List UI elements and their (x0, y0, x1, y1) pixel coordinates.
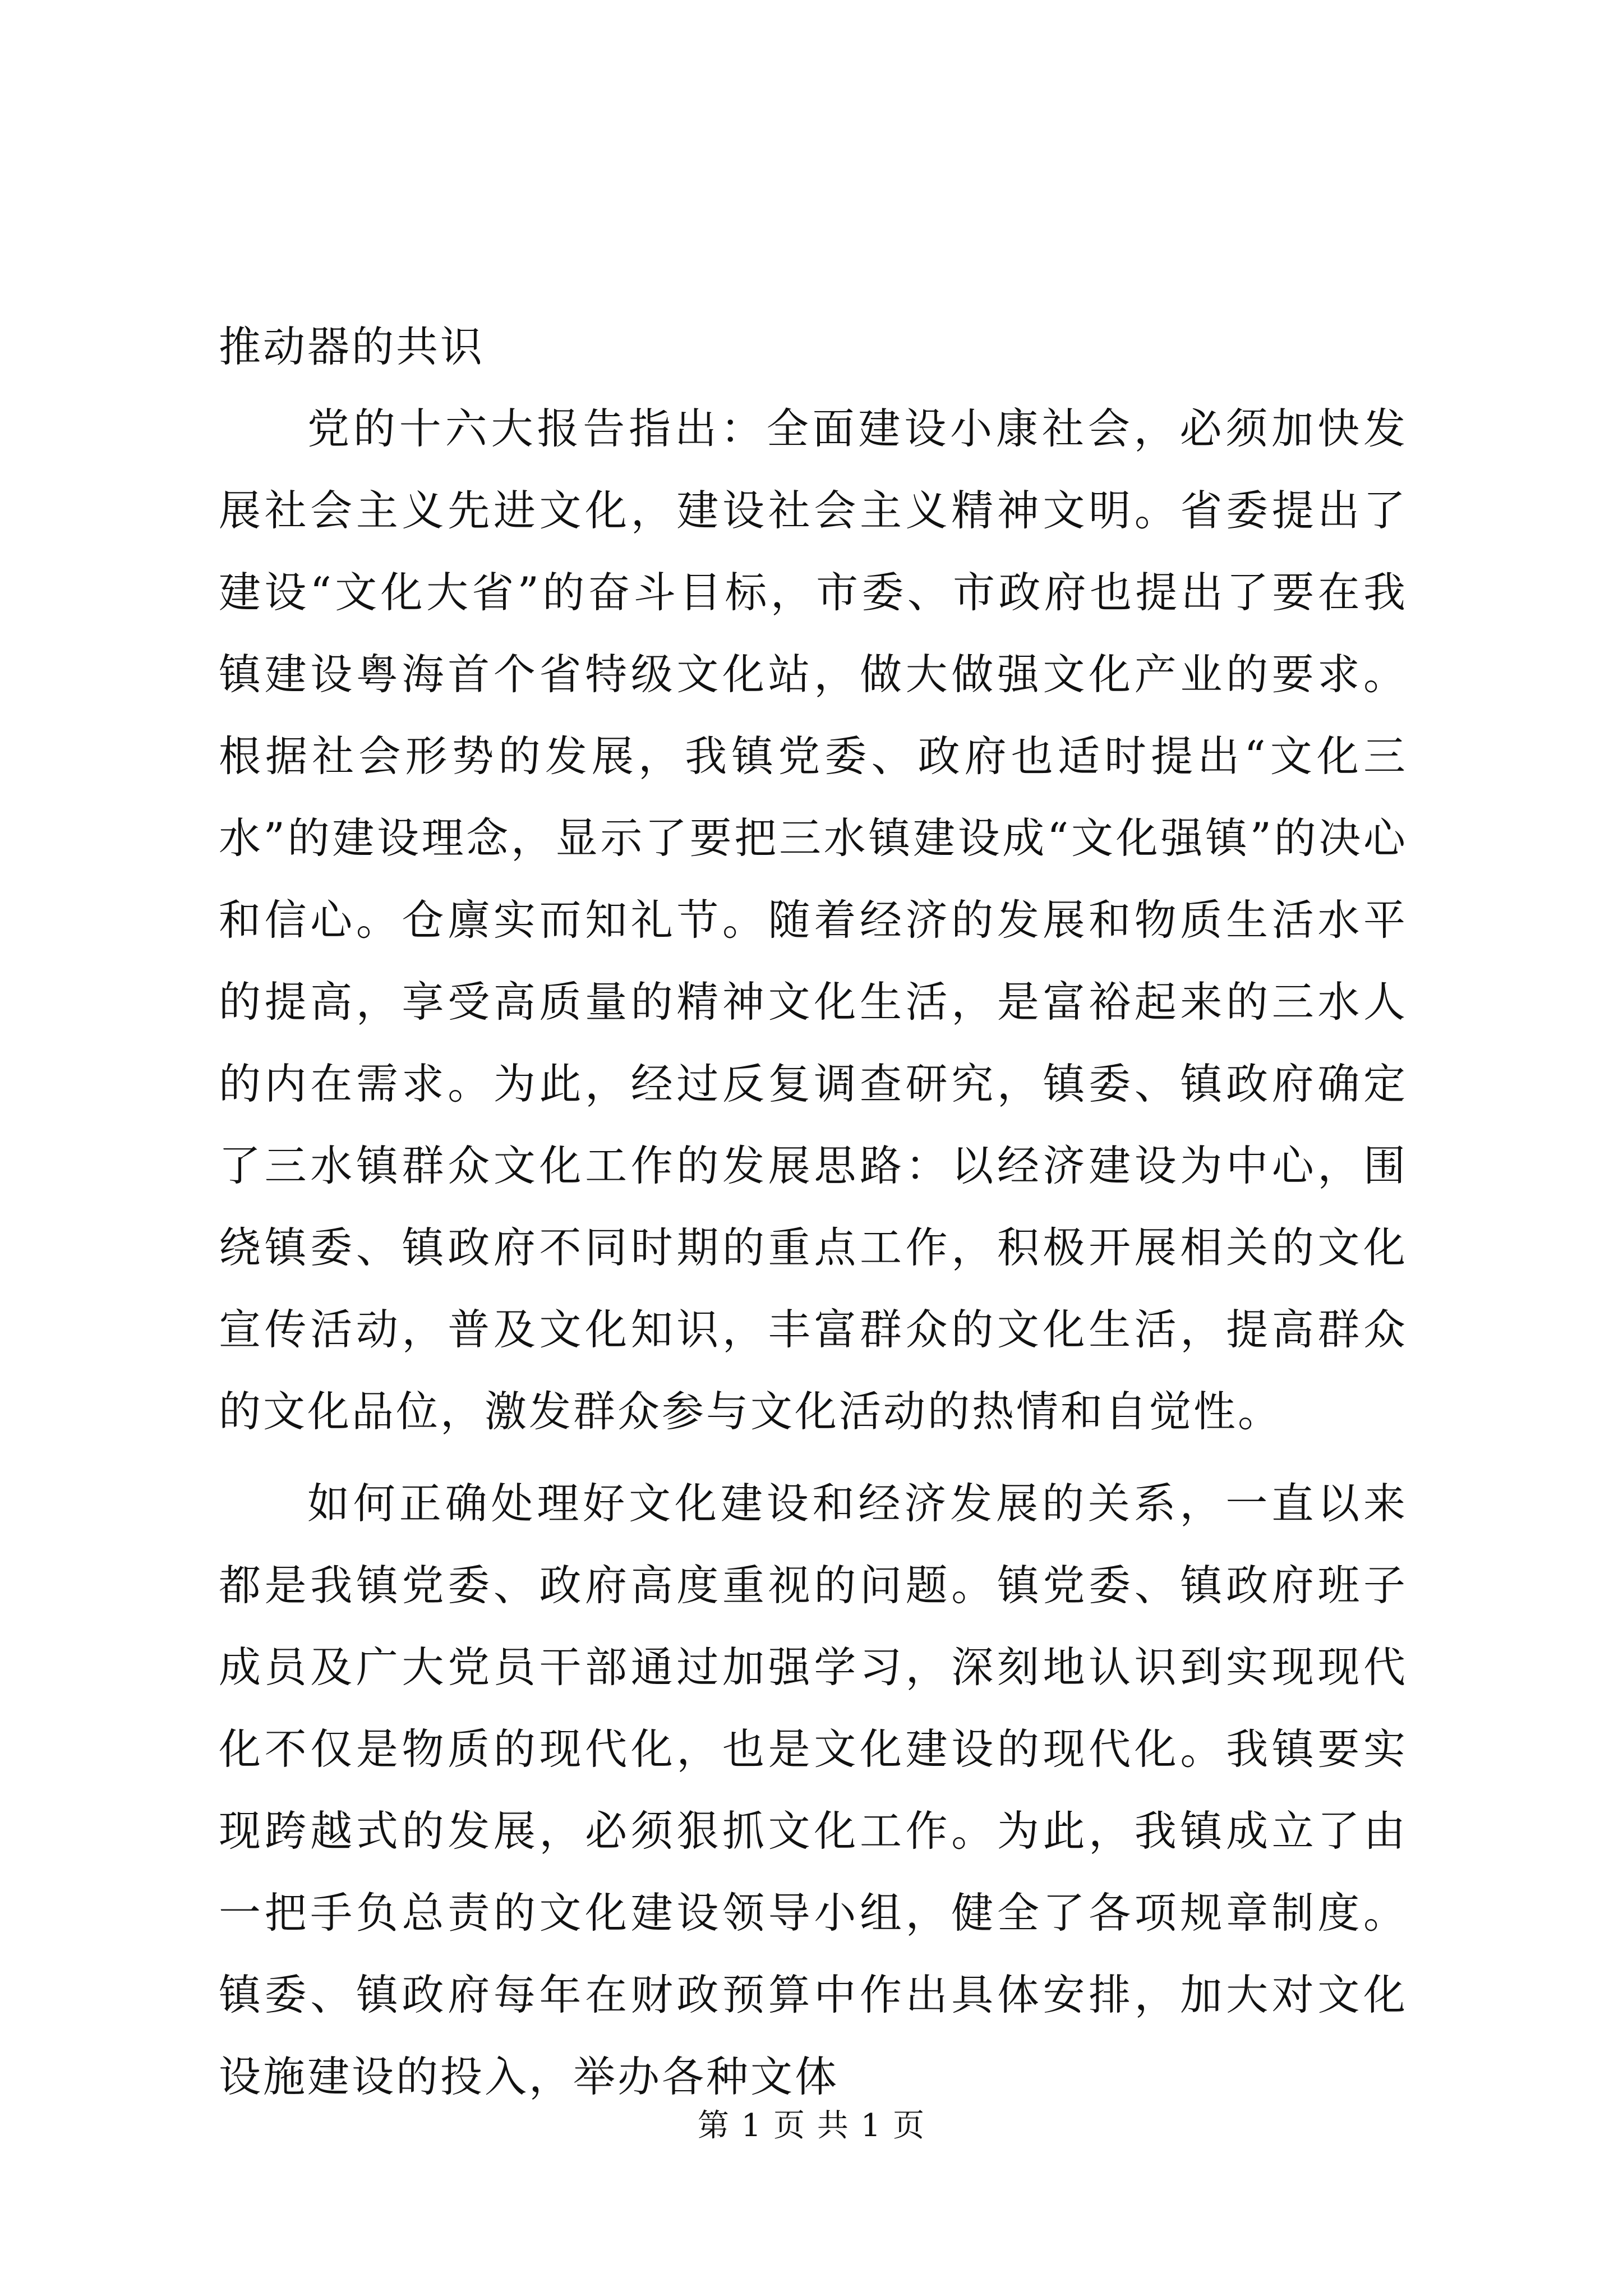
heading-fragment: 推动器的共识 (219, 322, 485, 371)
page-footer: 第 1 页 共 1 页 (697, 2108, 926, 2144)
paragraph-2: 如何正确处理好文化建设和经济发展的关系，一直以来都是我镇党委、政府高度重视的问题。镇党委、镇政府班子成员及广大党员干部通过加强学习，深刻地认识到实现现代化不仅是物质的现代化，也是文化建设的现代化。我镇要实现跨越式的发展，必须狠抓文化工作。为此，我镇成立了由一把手负总责的文化建设领导小组，健全了各项规章制度。镇委、镇政府每年在财政预算中作出具体安排，加大对文化设施建设的投入，举办各种文体 (219, 1479, 1408, 2101)
document-body (219, 306, 1408, 2118)
paragraph-1: 党的十六大报告指出：全面建设小康社会，必须加快发展社会主义先进文化，建设社会主义精神文明。省委提出了建设“文化大省”的奋斗目标，市委、市政府也提出了要在我镇建设粤海首个省特级文化站，做大做强文化产业的要求。根据社会形势的发展，我镇党委、政府也适时提出“文化三水”的建设理念，显示了要把三水镇建设成“文化强镇”的决心和信心。仓廪实而知礼节。随着经济的发展和物质生活水平的提高，享受高质量的精神文化生活，是富裕起来的三水人的内在需求。为此，经过反复调查研究，镇委、镇政府确定了三水镇群众文化工作的发展思路：以经济建设为中心，围绕镇委、镇政府不同时期的重点工作，积极开展相关的文化宣传活动，普及文化知识，丰富群众的文化生活，提高群众的文化品位，激发群众参与文化活动的热情和自觉性。 (219, 404, 1408, 1436)
